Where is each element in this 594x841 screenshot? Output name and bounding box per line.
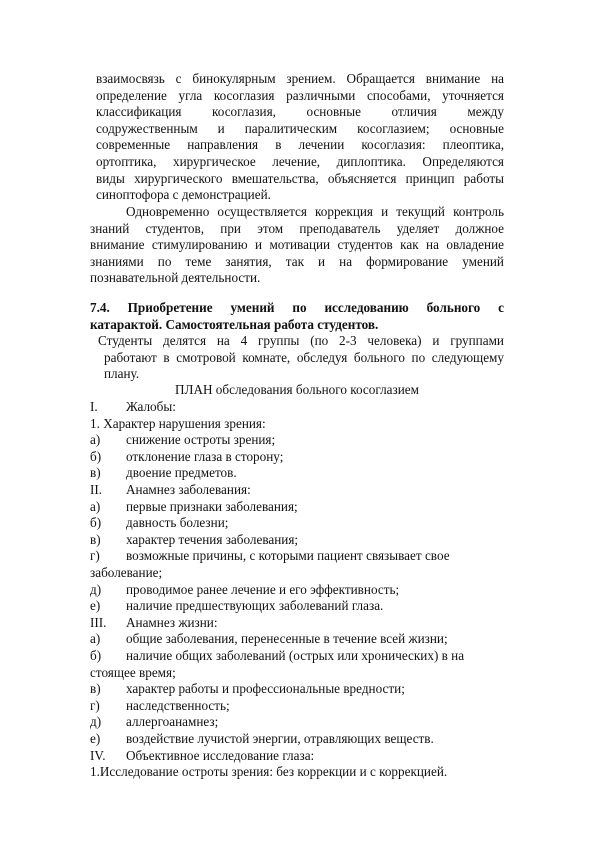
plan-item — [90, 515, 510, 532]
plan-item — [90, 432, 510, 449]
plan-item-marker: III. — [90, 614, 107, 630]
text-line: знаний студентов, при этом преподаватель уделяет должное — [90, 220, 504, 236]
text-line: Студенты делятся на 4 группы (по 2-3 человека) и группами — [98, 333, 504, 348]
plan-line: стоящее время; — [90, 664, 176, 680]
heading-line: катарактой. Самостоятельная работа студентов. — [90, 316, 379, 332]
plan-item — [90, 648, 510, 665]
plan-item — [90, 731, 510, 748]
plan-item-marker: в) — [90, 681, 101, 697]
text-line: внимание стимулированию и мотивации студентов как на овладение — [90, 237, 504, 253]
text-line: виды хирургического вмешательства, объясняется принцип работы — [96, 170, 504, 186]
control-paragraph — [90, 204, 504, 287]
plan-item-marker: II. — [90, 482, 103, 497]
plan-item — [90, 598, 510, 615]
text-line: познавательной деятельности. — [90, 270, 261, 286]
plan-item-marker: б) — [90, 515, 102, 531]
text-line: взаимосвязь с бинокулярным зрением. Обращается внимание на — [96, 71, 504, 86]
plan-item-text: Анамнез заболевания: — [126, 482, 251, 497]
plan-item — [90, 714, 510, 731]
plan-line: 1. Характер нарушения зрения: — [90, 415, 266, 431]
plan-item — [90, 748, 510, 765]
plan-item — [90, 582, 510, 599]
text-line: работают в смотровой комнате, обследуя больного по следующему — [104, 349, 504, 365]
plan-item-marker: в) — [90, 531, 101, 547]
plan-item — [90, 399, 510, 416]
groups-paragraph — [98, 333, 504, 383]
plan-item-marker: д) — [90, 581, 102, 597]
plan-item — [90, 548, 510, 565]
plan-line: 1.Исследование остроты зрения: без коррекции и с коррекцией. — [90, 764, 448, 780]
plan-item-marker: г) — [90, 697, 100, 713]
plan-item-text: возможные причины, с которыми пациент связывает свое — [126, 548, 450, 564]
plan-line: заболевание; — [90, 565, 163, 580]
plan-item-marker: в) — [90, 465, 101, 481]
plan-item-marker: д) — [90, 714, 102, 730]
plan-item — [90, 615, 510, 632]
plan-item-text: аллергоанамнез; — [126, 714, 219, 730]
plan-item-text: характер работы и профессиональные вредности; — [126, 681, 405, 697]
plan-item-marker: е) — [90, 731, 101, 746]
plan-item-text: Жалобы: — [126, 399, 176, 414]
plan-item-marker: е) — [90, 598, 101, 614]
text-line: плану. — [104, 366, 140, 382]
plan-item — [90, 482, 510, 499]
text-line: синоптофора с демонстрацией. — [96, 187, 271, 203]
text-line: содружественным и паралитическим косоглазием; основные — [96, 120, 504, 136]
plan-item-text: общие заболевания, перенесенные в течение всей жизни; — [126, 631, 448, 647]
heading-line: 7.4. Приобретение умений по исследованию больного с — [90, 300, 504, 315]
plan-item-text: давность болезни; — [126, 515, 229, 531]
plan-item-marker: а) — [90, 631, 101, 647]
plan-item — [90, 499, 510, 516]
plan-item — [90, 465, 510, 482]
plan-item-text: наследственность; — [126, 697, 230, 713]
text-line: классификация косоглазия, основные отличия между — [96, 104, 504, 120]
plan-item-marker: I. — [90, 399, 98, 414]
plan-item-marker: б) — [90, 648, 102, 663]
intro-paragraph — [96, 71, 504, 204]
plan-item-text: воздействие лучистой энергии, отравляющих веществ. — [126, 731, 434, 746]
plan-item-marker: г) — [90, 548, 100, 564]
plan-item-text: Анамнез жизни: — [126, 614, 218, 630]
plan-item-marker: б) — [90, 448, 102, 464]
plan-item — [90, 698, 510, 715]
text-line: ортоптика, хирургическое лечение, диплоптика. Определяются — [96, 153, 504, 169]
plan-item-text: снижение остроты зрения; — [126, 432, 276, 448]
text-line: Одновременно осуществляется коррекция и текущий контроль — [126, 204, 504, 219]
plan-item-marker: а) — [90, 432, 101, 448]
plan-item-text: наличие общих заболеваний (острых или хронических) в на — [126, 648, 465, 663]
plan-item-text: Объективное исследование глаза: — [126, 747, 315, 763]
plan-item-text: двоение предметов. — [126, 465, 237, 481]
plan-item-text: первые признаки заболевания; — [126, 498, 298, 514]
plan-item-text: отклонение глаза в сторону; — [126, 448, 284, 464]
plan-item-marker: а) — [90, 498, 101, 514]
plan-item — [90, 631, 510, 648]
text-line: определение угла косоглазия различными способами, уточняется — [96, 87, 504, 103]
plan-item — [90, 681, 510, 698]
text-line: современные направления в лечении косоглазия: плеоптика, — [96, 137, 504, 153]
plan-item-text: наличие предшествующих заболеваний глаза. — [126, 598, 384, 614]
section-heading — [90, 300, 504, 333]
plan-item — [90, 449, 510, 466]
plan-item-text: проводимое ранее лечение и его эффективность; — [126, 581, 400, 597]
plan-item — [90, 532, 510, 549]
plan-item-marker: IV. — [90, 747, 106, 763]
plan-item-text: характер течения заболевания; — [126, 531, 299, 547]
plan-title: ПЛАН обследования больного косоглазием — [174, 382, 419, 397]
text-line: знаниями по теме занятия, так и на формирование умений — [90, 253, 504, 269]
